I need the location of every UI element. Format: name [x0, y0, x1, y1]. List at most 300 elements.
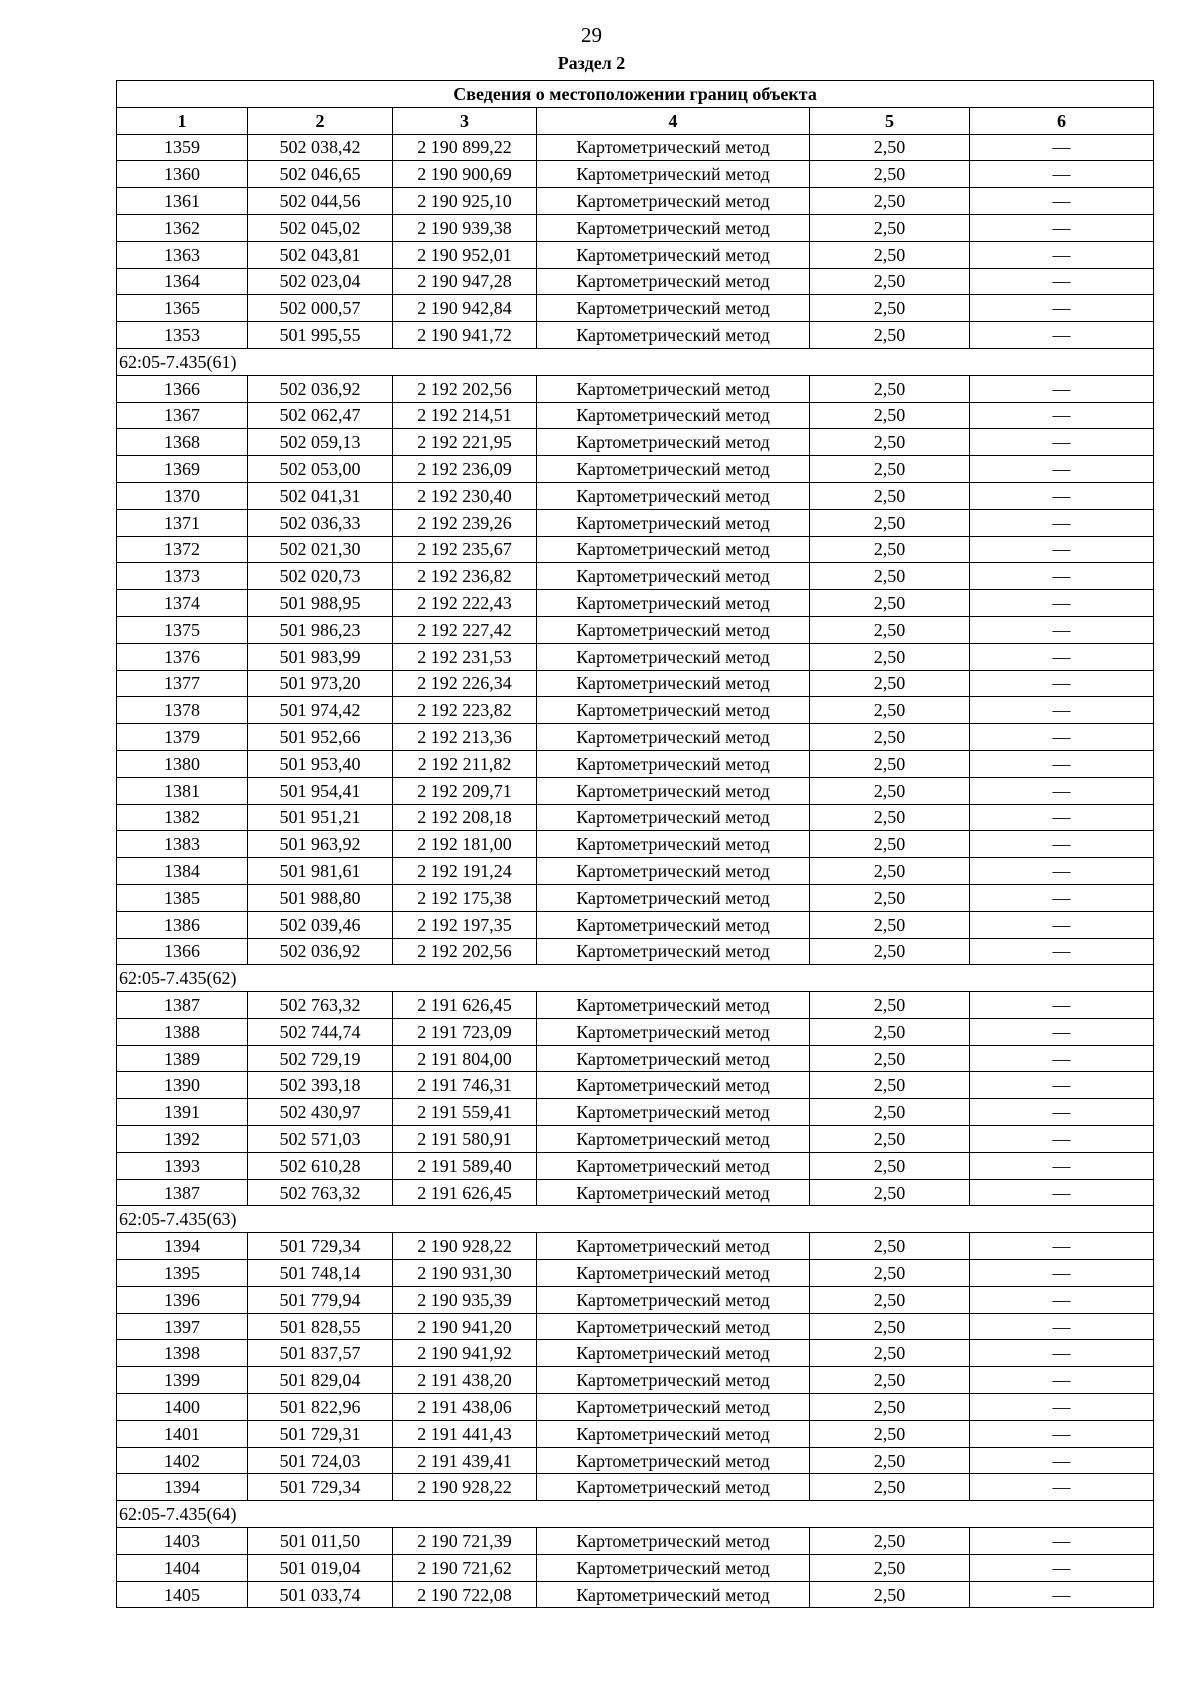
method-cell: Картометрический метод: [537, 938, 810, 965]
method-cell: Картометрический метод: [537, 992, 810, 1019]
x-coordinate-cell: 501 954,41: [248, 777, 393, 804]
method-cell: Картометрический метод: [537, 1581, 810, 1608]
method-cell: Картометрический метод: [537, 1260, 810, 1287]
description-cell: —: [970, 375, 1154, 402]
method-cell: Картометрический метод: [537, 1340, 810, 1367]
description-cell: —: [970, 750, 1154, 777]
y-coordinate-cell: 2 191 438,20: [393, 1367, 537, 1394]
point-number-cell: 1385: [117, 884, 248, 911]
y-coordinate-cell: 2 190 721,39: [393, 1528, 537, 1555]
table-row: [117, 697, 1154, 724]
table-row: [117, 858, 1154, 885]
x-coordinate-cell: 502 571,03: [248, 1126, 393, 1153]
y-coordinate-cell: 2 192 223,82: [393, 697, 537, 724]
x-coordinate-cell: 502 744,74: [248, 1018, 393, 1045]
table-row: [117, 938, 1154, 965]
accuracy-cell: 2,50: [810, 456, 970, 483]
point-number-cell: 1401: [117, 1420, 248, 1447]
description-cell: —: [970, 188, 1154, 215]
description-cell: —: [970, 1126, 1154, 1153]
x-coordinate-cell: 501 973,20: [248, 670, 393, 697]
y-coordinate-cell: 2 191 804,00: [393, 1045, 537, 1072]
y-coordinate-cell: 2 190 952,01: [393, 241, 537, 268]
table-row: [117, 1072, 1154, 1099]
method-cell: Картометрический метод: [537, 456, 810, 483]
point-number-cell: 1386: [117, 911, 248, 938]
x-coordinate-cell: 501 953,40: [248, 750, 393, 777]
method-cell: Картометрический метод: [537, 858, 810, 885]
y-coordinate-cell: 2 192 202,56: [393, 938, 537, 965]
point-number-cell: 1395: [117, 1260, 248, 1287]
table-row: [117, 1420, 1154, 1447]
method-cell: Картометрический метод: [537, 1367, 810, 1394]
y-coordinate-cell: 2 192 181,00: [393, 831, 537, 858]
y-coordinate-cell: 2 190 942,84: [393, 295, 537, 322]
point-number-cell: 1393: [117, 1152, 248, 1179]
x-coordinate-cell: 501 011,50: [248, 1528, 393, 1555]
description-cell: —: [970, 134, 1154, 161]
point-number-cell: 1380: [117, 750, 248, 777]
table-caption-row: [117, 81, 1154, 108]
method-cell: Картометрический метод: [537, 590, 810, 617]
point-number-cell: 1402: [117, 1447, 248, 1474]
accuracy-cell: 2,50: [810, 804, 970, 831]
x-coordinate-cell: 501 829,04: [248, 1367, 393, 1394]
boundary-coordinates-table: [116, 80, 1154, 1608]
description-cell: —: [970, 295, 1154, 322]
x-coordinate-cell: 502 038,42: [248, 134, 393, 161]
method-cell: Картометрический метод: [537, 911, 810, 938]
table-row: [117, 911, 1154, 938]
y-coordinate-cell: 2 192 236,09: [393, 456, 537, 483]
y-coordinate-cell: 2 192 221,95: [393, 429, 537, 456]
table-row: [117, 1286, 1154, 1313]
description-cell: —: [970, 1313, 1154, 1340]
method-cell: Картометрический метод: [537, 1152, 810, 1179]
table-row: [117, 1367, 1154, 1394]
point-number-cell: 1374: [117, 590, 248, 617]
y-coordinate-cell: 2 190 899,22: [393, 134, 537, 161]
y-coordinate-cell: 2 192 230,40: [393, 482, 537, 509]
accuracy-cell: 2,50: [810, 616, 970, 643]
x-coordinate-cell: 501 822,96: [248, 1394, 393, 1421]
description-cell: —: [970, 1367, 1154, 1394]
x-coordinate-cell: 501 988,95: [248, 590, 393, 617]
y-coordinate-cell: 2 191 626,45: [393, 1179, 537, 1206]
description-cell: —: [970, 456, 1154, 483]
point-number-cell: 1378: [117, 697, 248, 724]
point-number-cell: 1394: [117, 1474, 248, 1501]
description-cell: —: [970, 1179, 1154, 1206]
group-header-row: [117, 1501, 1154, 1528]
method-cell: Картометрический метод: [537, 1420, 810, 1447]
description-cell: —: [970, 616, 1154, 643]
point-number-cell: 1370: [117, 482, 248, 509]
table-row: [117, 992, 1154, 1019]
accuracy-cell: 2,50: [810, 1420, 970, 1447]
description-cell: —: [970, 643, 1154, 670]
table-row: [117, 831, 1154, 858]
description-cell: —: [970, 884, 1154, 911]
accuracy-cell: 2,50: [810, 188, 970, 215]
table-row: [117, 804, 1154, 831]
point-number-cell: 1400: [117, 1394, 248, 1421]
table-row: [117, 1313, 1154, 1340]
description-cell: —: [970, 724, 1154, 751]
accuracy-cell: 2,50: [810, 563, 970, 590]
table-row: [117, 884, 1154, 911]
description-cell: —: [970, 509, 1154, 536]
description-cell: —: [970, 563, 1154, 590]
method-cell: Картометрический метод: [537, 643, 810, 670]
y-coordinate-cell: 2 190 928,22: [393, 1474, 537, 1501]
table-row: [117, 724, 1154, 751]
y-coordinate-cell: 2 190 722,08: [393, 1581, 537, 1608]
table-row: [117, 590, 1154, 617]
point-number-cell: 1381: [117, 777, 248, 804]
accuracy-cell: 2,50: [810, 1286, 970, 1313]
y-coordinate-cell: 2 192 222,43: [393, 590, 537, 617]
accuracy-cell: 2,50: [810, 1260, 970, 1287]
accuracy-cell: 2,50: [810, 1072, 970, 1099]
x-coordinate-cell: 501 729,34: [248, 1233, 393, 1260]
table-row: [117, 750, 1154, 777]
table-row: [117, 616, 1154, 643]
x-coordinate-cell: 501 724,03: [248, 1447, 393, 1474]
point-number-cell: 1375: [117, 616, 248, 643]
group-header-row: [117, 348, 1154, 375]
accuracy-cell: 2,50: [810, 938, 970, 965]
description-cell: —: [970, 911, 1154, 938]
x-coordinate-cell: 502 039,46: [248, 911, 393, 938]
group-header-row: [117, 965, 1154, 992]
x-coordinate-cell: 501 729,34: [248, 1474, 393, 1501]
point-number-cell: 1382: [117, 804, 248, 831]
table-row: [117, 777, 1154, 804]
description-cell: —: [970, 938, 1154, 965]
description-cell: —: [970, 804, 1154, 831]
point-number-cell: 1371: [117, 509, 248, 536]
x-coordinate-cell: 501 986,23: [248, 616, 393, 643]
y-coordinate-cell: 2 191 559,41: [393, 1099, 537, 1126]
table-row: [117, 509, 1154, 536]
y-coordinate-cell: 2 191 580,91: [393, 1126, 537, 1153]
table-row: [117, 268, 1154, 295]
accuracy-cell: 2,50: [810, 1340, 970, 1367]
table-body: [117, 134, 1154, 1608]
description-cell: —: [970, 1152, 1154, 1179]
description-cell: —: [970, 1447, 1154, 1474]
group-header-row: [117, 1206, 1154, 1233]
method-cell: Картометрический метод: [537, 241, 810, 268]
table-row: [117, 1179, 1154, 1206]
point-number-cell: 1390: [117, 1072, 248, 1099]
point-number-cell: 1394: [117, 1233, 248, 1260]
table-row: [117, 563, 1154, 590]
accuracy-cell: 2,50: [810, 1367, 970, 1394]
column-header: 5: [810, 107, 970, 134]
method-cell: Картометрический метод: [537, 295, 810, 322]
accuracy-cell: 2,50: [810, 1581, 970, 1608]
method-cell: Картометрический метод: [537, 1018, 810, 1045]
point-number-cell: 1391: [117, 1099, 248, 1126]
table-row: [117, 1233, 1154, 1260]
y-coordinate-cell: 2 192 197,35: [393, 911, 537, 938]
table-row: [117, 643, 1154, 670]
accuracy-cell: 2,50: [810, 1474, 970, 1501]
accuracy-cell: 2,50: [810, 1099, 970, 1126]
method-cell: Картометрический метод: [537, 375, 810, 402]
accuracy-cell: 2,50: [810, 1045, 970, 1072]
table-row: [117, 322, 1154, 349]
table-row: [117, 188, 1154, 215]
y-coordinate-cell: 2 192 231,53: [393, 643, 537, 670]
method-cell: Картометрический метод: [537, 831, 810, 858]
x-coordinate-cell: 502 020,73: [248, 563, 393, 590]
table-row: [117, 1340, 1154, 1367]
method-cell: Картометрический метод: [537, 670, 810, 697]
accuracy-cell: 2,50: [810, 1018, 970, 1045]
point-number-cell: 1383: [117, 831, 248, 858]
accuracy-cell: 2,50: [810, 992, 970, 1019]
description-cell: —: [970, 214, 1154, 241]
method-cell: Картометрический метод: [537, 1126, 810, 1153]
x-coordinate-cell: 501 837,57: [248, 1340, 393, 1367]
column-header: 4: [537, 107, 810, 134]
x-coordinate-cell: 501 974,42: [248, 697, 393, 724]
point-number-cell: 1360: [117, 161, 248, 188]
table-row: [117, 295, 1154, 322]
y-coordinate-cell: 2 192 226,34: [393, 670, 537, 697]
method-cell: Картометрический метод: [537, 509, 810, 536]
description-cell: —: [970, 1072, 1154, 1099]
method-cell: Картометрический метод: [537, 804, 810, 831]
description-cell: —: [970, 777, 1154, 804]
method-cell: Картометрический метод: [537, 1394, 810, 1421]
method-cell: Картометрический метод: [537, 1286, 810, 1313]
x-coordinate-cell: 502 000,57: [248, 295, 393, 322]
y-coordinate-cell: 2 192 175,38: [393, 884, 537, 911]
method-cell: Картометрический метод: [537, 1179, 810, 1206]
accuracy-cell: 2,50: [810, 482, 970, 509]
description-cell: —: [970, 536, 1154, 563]
accuracy-cell: 2,50: [810, 750, 970, 777]
accuracy-cell: 2,50: [810, 1528, 970, 1555]
y-coordinate-cell: 2 190 941,92: [393, 1340, 537, 1367]
table-row: [117, 1099, 1154, 1126]
table-row: [117, 1447, 1154, 1474]
accuracy-cell: 2,50: [810, 402, 970, 429]
accuracy-cell: 2,50: [810, 670, 970, 697]
point-number-cell: 1405: [117, 1581, 248, 1608]
description-cell: —: [970, 268, 1154, 295]
table-row: [117, 456, 1154, 483]
table-row: [117, 1152, 1154, 1179]
y-coordinate-cell: 2 192 211,82: [393, 750, 537, 777]
description-cell: —: [970, 831, 1154, 858]
section-title: Раздел 2: [557, 53, 626, 73]
point-number-cell: 1372: [117, 536, 248, 563]
description-cell: —: [970, 858, 1154, 885]
method-cell: Картометрический метод: [537, 134, 810, 161]
method-cell: Картометрический метод: [537, 1313, 810, 1340]
method-cell: Картометрический метод: [537, 616, 810, 643]
table-row: [117, 1394, 1154, 1421]
y-coordinate-cell: 2 190 928,22: [393, 1233, 537, 1260]
x-coordinate-cell: 502 393,18: [248, 1072, 393, 1099]
description-cell: —: [970, 429, 1154, 456]
column-header: 1: [117, 107, 248, 134]
y-coordinate-cell: 2 190 900,69: [393, 161, 537, 188]
description-cell: —: [970, 1099, 1154, 1126]
accuracy-cell: 2,50: [810, 1313, 970, 1340]
parcel-number-label: 62:05-7.435(61): [117, 348, 1154, 375]
y-coordinate-cell: 2 192 235,67: [393, 536, 537, 563]
accuracy-cell: 2,50: [810, 375, 970, 402]
accuracy-cell: 2,50: [810, 858, 970, 885]
description-cell: —: [970, 161, 1154, 188]
point-number-cell: 1392: [117, 1126, 248, 1153]
y-coordinate-cell: 2 191 438,06: [393, 1394, 537, 1421]
table-row: [117, 1260, 1154, 1287]
x-coordinate-cell: 502 763,32: [248, 992, 393, 1019]
x-coordinate-cell: 502 062,47: [248, 402, 393, 429]
x-coordinate-cell: 501 729,31: [248, 1420, 393, 1447]
x-coordinate-cell: 501 033,74: [248, 1581, 393, 1608]
point-number-cell: 1369: [117, 456, 248, 483]
point-number-cell: 1365: [117, 295, 248, 322]
y-coordinate-cell: 2 192 236,82: [393, 563, 537, 590]
table-row: [117, 402, 1154, 429]
accuracy-cell: 2,50: [810, 1126, 970, 1153]
y-coordinate-cell: 2 191 626,45: [393, 992, 537, 1019]
description-cell: —: [970, 1340, 1154, 1367]
table-row: [117, 429, 1154, 456]
accuracy-cell: 2,50: [810, 697, 970, 724]
method-cell: Картометрический метод: [537, 884, 810, 911]
method-cell: Картометрический метод: [537, 214, 810, 241]
y-coordinate-cell: 2 191 439,41: [393, 1447, 537, 1474]
method-cell: Картометрический метод: [537, 161, 810, 188]
description-cell: —: [970, 1420, 1154, 1447]
x-coordinate-cell: 501 952,66: [248, 724, 393, 751]
y-coordinate-cell: 2 192 202,56: [393, 375, 537, 402]
accuracy-cell: 2,50: [810, 911, 970, 938]
page-number: 29: [581, 23, 602, 47]
x-coordinate-cell: 502 729,19: [248, 1045, 393, 1072]
description-cell: —: [970, 1474, 1154, 1501]
x-coordinate-cell: 501 963,92: [248, 831, 393, 858]
table-row: [117, 214, 1154, 241]
y-coordinate-cell: 2 191 589,40: [393, 1152, 537, 1179]
y-coordinate-cell: 2 190 941,72: [393, 322, 537, 349]
description-cell: —: [970, 697, 1154, 724]
accuracy-cell: 2,50: [810, 214, 970, 241]
accuracy-cell: 2,50: [810, 322, 970, 349]
y-coordinate-cell: 2 192 213,36: [393, 724, 537, 751]
parcel-number-label: 62:05-7.435(63): [117, 1206, 1154, 1233]
x-coordinate-cell: 501 828,55: [248, 1313, 393, 1340]
y-coordinate-cell: 2 192 191,24: [393, 858, 537, 885]
accuracy-cell: 2,50: [810, 1152, 970, 1179]
x-coordinate-cell: 501 748,14: [248, 1260, 393, 1287]
description-cell: —: [970, 1394, 1154, 1421]
table-row: [117, 134, 1154, 161]
point-number-cell: 1364: [117, 268, 248, 295]
point-number-cell: 1362: [117, 214, 248, 241]
point-number-cell: 1384: [117, 858, 248, 885]
method-cell: Картометрический метод: [537, 1233, 810, 1260]
description-cell: —: [970, 1528, 1154, 1555]
table-row: [117, 1126, 1154, 1153]
point-number-cell: 1403: [117, 1528, 248, 1555]
parcel-number-label: 62:05-7.435(62): [117, 965, 1154, 992]
method-cell: Картометрический метод: [537, 777, 810, 804]
x-coordinate-cell: 502 036,92: [248, 375, 393, 402]
accuracy-cell: 2,50: [810, 777, 970, 804]
point-number-cell: 1399: [117, 1367, 248, 1394]
y-coordinate-cell: 2 190 925,10: [393, 188, 537, 215]
x-coordinate-cell: 501 988,80: [248, 884, 393, 911]
point-number-cell: 1361: [117, 188, 248, 215]
accuracy-cell: 2,50: [810, 1233, 970, 1260]
table-row: [117, 670, 1154, 697]
column-number-row: [117, 107, 1154, 134]
point-number-cell: 1379: [117, 724, 248, 751]
accuracy-cell: 2,50: [810, 509, 970, 536]
x-coordinate-cell: 501 983,99: [248, 643, 393, 670]
table-row: [117, 536, 1154, 563]
point-number-cell: 1389: [117, 1045, 248, 1072]
x-coordinate-cell: 502 021,30: [248, 536, 393, 563]
point-number-cell: 1388: [117, 1018, 248, 1045]
method-cell: Картометрический метод: [537, 750, 810, 777]
table-row: [117, 1554, 1154, 1581]
point-number-cell: 1367: [117, 402, 248, 429]
y-coordinate-cell: 2 191 723,09: [393, 1018, 537, 1045]
point-number-cell: 1373: [117, 563, 248, 590]
table-row: [117, 241, 1154, 268]
description-cell: —: [970, 1581, 1154, 1608]
method-cell: Картометрический метод: [537, 724, 810, 751]
accuracy-cell: 2,50: [810, 884, 970, 911]
method-cell: Картометрический метод: [537, 429, 810, 456]
y-coordinate-cell: 2 190 931,30: [393, 1260, 537, 1287]
x-coordinate-cell: 501 951,21: [248, 804, 393, 831]
point-number-cell: 1387: [117, 992, 248, 1019]
x-coordinate-cell: 502 041,31: [248, 482, 393, 509]
description-cell: —: [970, 1045, 1154, 1072]
accuracy-cell: 2,50: [810, 268, 970, 295]
y-coordinate-cell: 2 192 239,26: [393, 509, 537, 536]
method-cell: Картометрический метод: [537, 268, 810, 295]
parcel-number-label: 62:05-7.435(64): [117, 1501, 1154, 1528]
x-coordinate-cell: 501 981,61: [248, 858, 393, 885]
method-cell: Картометрический метод: [537, 1099, 810, 1126]
description-cell: —: [970, 1260, 1154, 1287]
point-number-cell: 1397: [117, 1313, 248, 1340]
y-coordinate-cell: 2 192 208,18: [393, 804, 537, 831]
accuracy-cell: 2,50: [810, 536, 970, 563]
table-row: [117, 1474, 1154, 1501]
description-cell: —: [970, 402, 1154, 429]
point-number-cell: 1368: [117, 429, 248, 456]
x-coordinate-cell: 502 045,02: [248, 214, 393, 241]
point-number-cell: 1363: [117, 241, 248, 268]
description-cell: —: [970, 590, 1154, 617]
accuracy-cell: 2,50: [810, 429, 970, 456]
y-coordinate-cell: 2 191 441,43: [393, 1420, 537, 1447]
